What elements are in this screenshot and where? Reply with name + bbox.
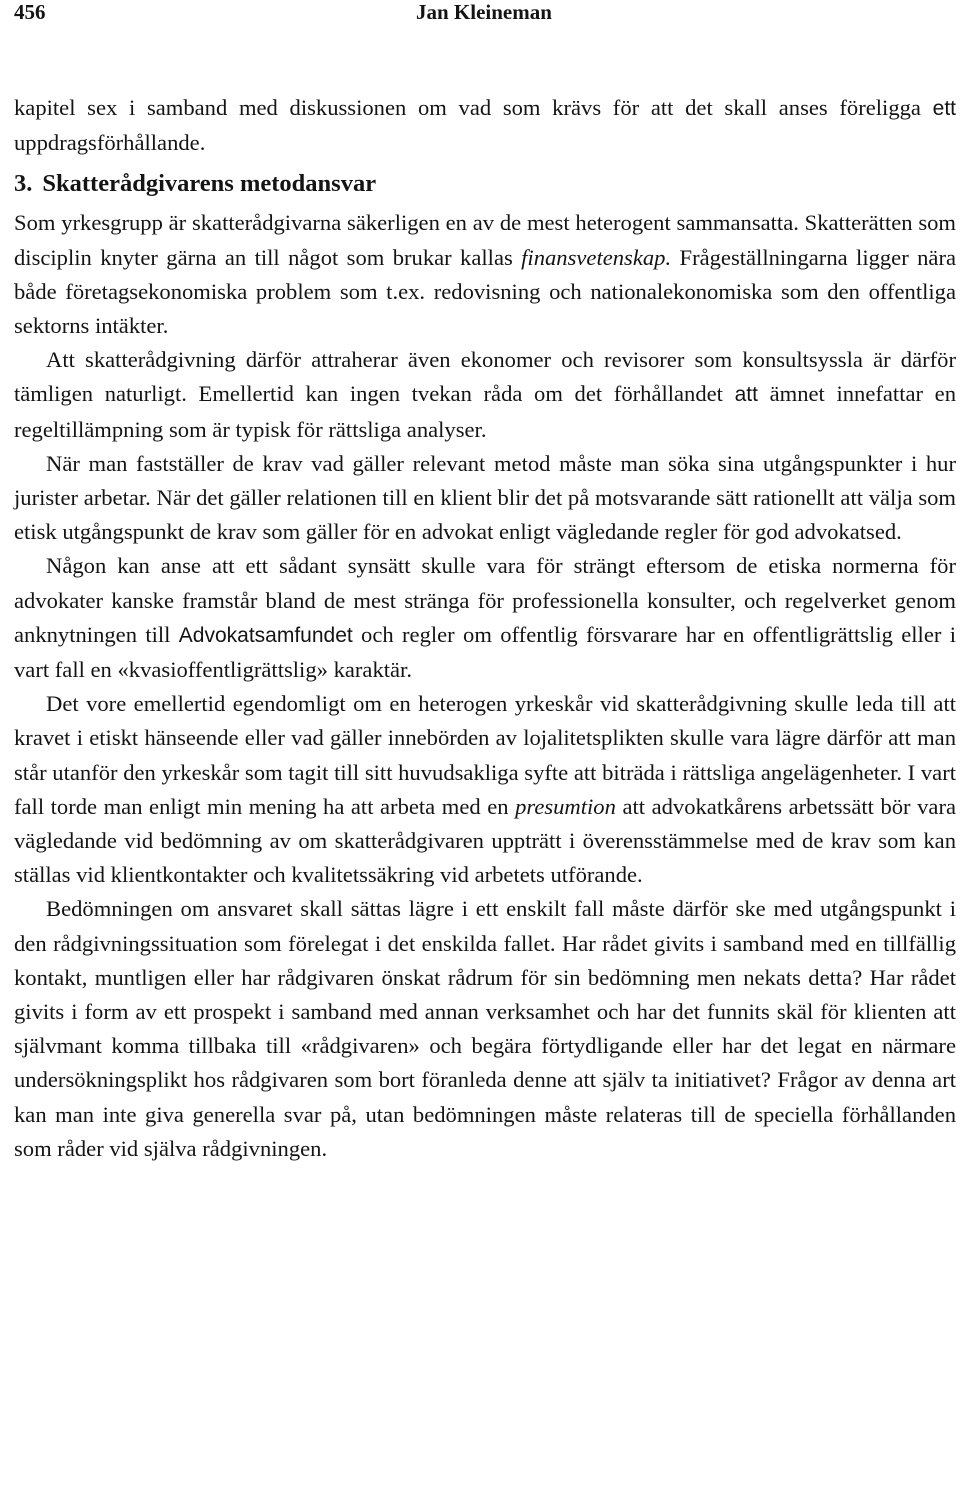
continuation-text-1: kapitel sex i samband med diskussionen om vad som krävs för att det skall anses föreligga (14, 95, 933, 120)
paragraph-4-text-1: Någon kan anse att ett sådant synsätt skulle vara för strängt eftersom de etiska normerna för advokater kanske framstår bland de mest stränga för professionella konsulter, och regelverket genom anknytningen till (14, 553, 956, 647)
paragraph-5-italic: presumtion (515, 793, 616, 819)
paragraph-5 (14, 687, 956, 892)
running-head-author: Jan Kleineman (416, 0, 552, 24)
paragraph-1-italic: finansvetenskap. (521, 244, 672, 270)
page-number: 456 (14, 0, 46, 24)
continuation-text-2: uppdragsförhållande. (14, 130, 206, 156)
paragraph-4 (14, 549, 956, 687)
paragraph-2 (14, 343, 956, 447)
paragraph-1-text-2: Frågeställningarna ligger nära både företagsekonomiska problem som t.ex. redovisning och nationalekonomiska som den offentliga sektorns intäkter. (14, 244, 956, 339)
paragraph-2-att: att (734, 383, 758, 407)
continuation-paragraph (14, 91, 956, 160)
running-head (14, 0, 956, 28)
paragraph-5-text-1: Det vore emellertid egendomligt om en heterogen yrkeskår vid skatterådgivning skulle leda till att kravet i etiskt hänseende eller vad gäller innebörden av lojalitetsplikten skulle vara lägre därför att man står utanför den yrkeskår som tagit till sitt huvudsakliga syfte att biträda i rättsliga angelägenheter. I vart fall torde man enligt min mening ha att arbeta med en (14, 691, 956, 819)
section-number: 3. (14, 170, 33, 198)
paragraph-2-text-2: ämnet innefattar en regeltillämpning som är typisk för rättsliga analyser. (14, 381, 956, 442)
section-title: Skatterådgivarens metodansvar (42, 170, 377, 198)
paragraph-6: Bedömningen om ansvaret skall sättas lägre i ett enskilt fall måste därför ske med utgångspunkt i den rådgivningssituation som förelegat i det enskilda fallet. Har rådet givits i samband med en tillfällig kontakt, muntligen eller har rådgivaren önskat rådrum för sin bedömning men nekats detta? Har rådet givits i form av ett prospekt i samband med annan verksamhet och har det funnits skäl för klienten att självmant komma tillbaka till «rådgivaren» och begära förtydligande eller har det legat en närmare undersökningsplikt hos rådgivaren som bort föranleda denne att själv ta initiativet? Frågor av denna art kan man inte giva generella svar på, utan bedömningen måste relateras till de speciella förhållanden som råder vid själva rådgivningen. (14, 896, 956, 1161)
section-heading (14, 164, 956, 204)
paragraph-3: När man fastställer de krav vad gäller relevant metod måste man söka sina utgångspunkter i hur jurister arbetar. När det gäller relationen till en klient blir det på motsvarande sätt rationellt att välja som etisk utgångspunkt de krav som gäller för en advokat enligt vägledande regler för god advokatsed. (14, 450, 956, 545)
paragraph-2-text-1: Att skatterådgivning därför attraherar även ekonomer och revisorer som konsultsyssla är därför tämligen naturligt. Emellertid kan ingen tvekan råda om det förhållandet (14, 347, 956, 407)
paragraph-1 (14, 206, 956, 343)
continuation-ett: ett (932, 97, 956, 120)
paragraph-4-text-2: och regler om offentlig försvarare har en offentligrättslig eller i vart fall en «kvasioffentligrättslig» karaktär. (14, 621, 956, 683)
paragraph-4-org: Advokatsamfundet (178, 623, 353, 647)
body-text (14, 91, 956, 1166)
paragraph-1-text-1: Som yrkesgrupp är skatterådgivarna säkerligen en av de mest heterogent sammansatta. Skatterätten som disciplin knyter gärna an till något som brukar kallas (14, 210, 956, 270)
paragraph-5-text-2: att advokatkårens arbetssätt bör vara vägledande vid bedömning av om skatterådgivaren uppträtt i överensstämmelse med de krav som kan ställas vid klientkontakter och kvalitetssäkring vid arbetets utförande. (14, 793, 956, 888)
